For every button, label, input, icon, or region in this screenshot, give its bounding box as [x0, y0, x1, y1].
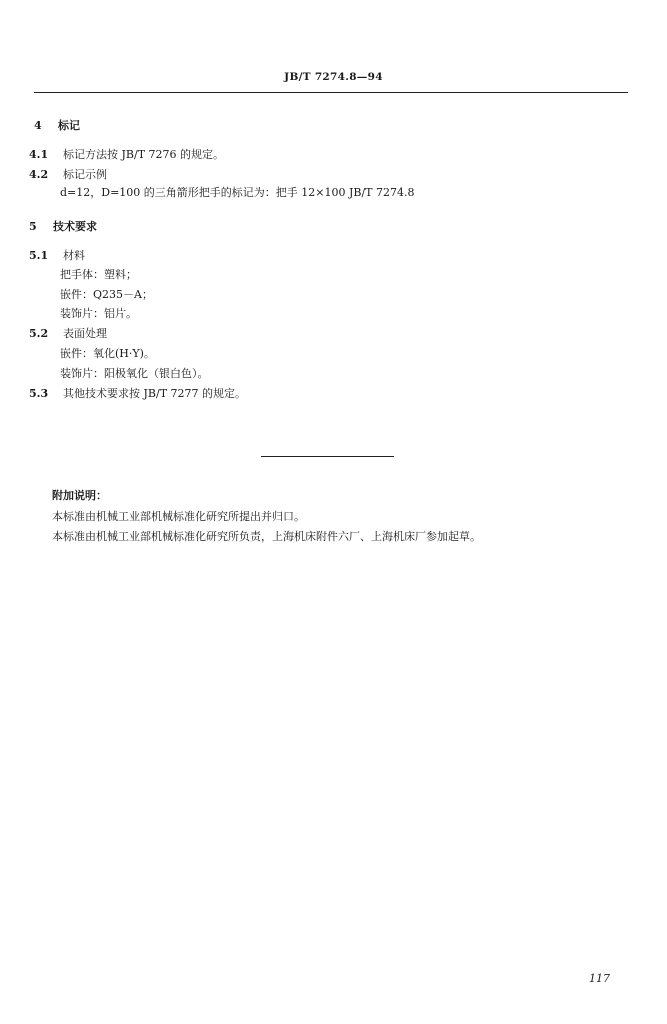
clause-4-1-text: 标记方法按 JB/T 7276 的规定。 [63, 148, 225, 161]
notes-line: 本标准由机械工业部机械标准化研究所提出并归口。 [52, 510, 305, 523]
section-4-title: 标记 [58, 119, 80, 132]
surface-treatment-line: 装饰片：阳极氧化（银白色）。 [60, 367, 209, 380]
clause-5-3-number: 5.3 [29, 387, 49, 400]
clause-5-1-number: 5.1 [29, 249, 49, 262]
section-4-heading [34, 119, 80, 133]
notes-heading: 附加说明： [52, 489, 107, 502]
clause-4-1-number: 4.1 [29, 148, 49, 161]
section-4-number: 4 [34, 119, 42, 132]
clause-4-2-number: 4.2 [29, 168, 49, 181]
clause-5-2 [29, 327, 107, 341]
end-of-text-rule [261, 456, 394, 457]
section-5-title: 技术要求 [53, 220, 97, 233]
material-line: 嵌件：Q235－A； [60, 288, 153, 301]
surface-treatment-line: 嵌件：氧化(H·Y)。 [60, 347, 155, 360]
header-rule [34, 92, 628, 93]
standard-code-header: JB/T 7274.8—94 [284, 71, 383, 83]
clause-4-1 [29, 148, 224, 162]
clause-5-2-title: 表面处理 [63, 327, 107, 340]
material-line: 把手体：塑料； [60, 268, 137, 281]
clause-4-2 [29, 168, 107, 182]
section-5-heading [29, 220, 97, 234]
page-number: 117 [589, 972, 610, 985]
clause-5-1 [29, 249, 85, 263]
clause-5-3 [29, 387, 246, 401]
section-5-number: 5 [29, 220, 37, 233]
clause-5-1-title: 材料 [63, 249, 85, 262]
clause-5-2-number: 5.2 [29, 327, 49, 340]
marking-example: d=12，D=100 的三角箭形把手的标记为：把手 12×100 JB/T 7274.8 [60, 186, 415, 199]
material-line: 装饰片：铝片。 [60, 307, 137, 320]
clause-5-3-text: 其他技术要求按 JB/T 7277 的规定。 [63, 387, 247, 400]
notes-line: 本标准由机械工业部机械标准化研究所负责，上海机床附件六厂、上海机床厂参加起草。 [52, 530, 481, 543]
clause-4-2-text: 标记示例 [63, 168, 107, 181]
